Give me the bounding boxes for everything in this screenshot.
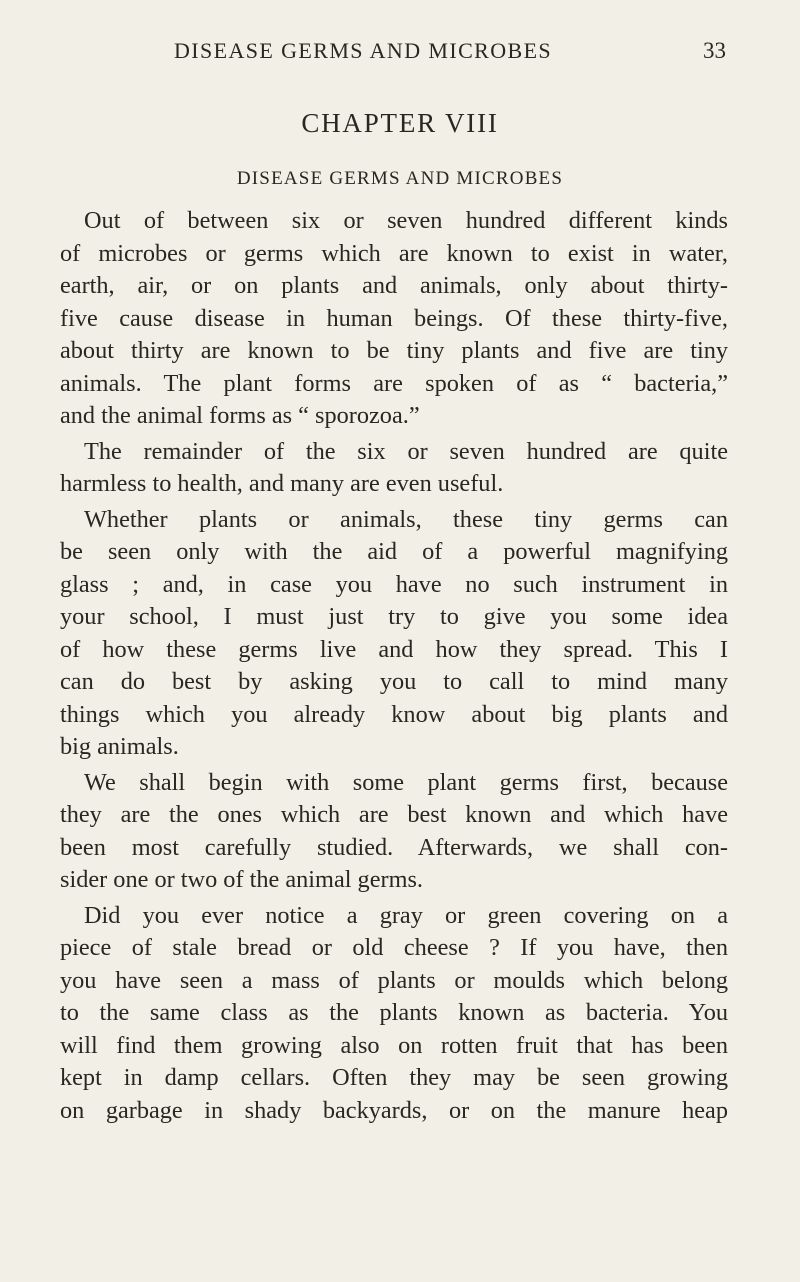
chapter-subheading: DISEASE GERMS AND MICROBES <box>236 168 564 189</box>
text-line: about thirty are known to be tiny plants and five are tiny <box>60 337 728 364</box>
text-line: harmless to health, and many are even useful. <box>60 470 504 497</box>
running-head <box>174 38 726 78</box>
text-line: earth, air, or on plants and animals, only about thirty- <box>60 272 728 299</box>
chapter-heading: CHAPTER VIII <box>301 108 499 138</box>
text-line: piece of stale bread or old cheese ? If you have, then <box>60 934 728 961</box>
paragraph-3 <box>60 504 728 764</box>
paragraph-5 <box>60 900 728 1128</box>
text-line: can do best by asking you to call to mind many <box>60 668 728 695</box>
running-head-title: DISEASE GERMS AND MICROBES <box>174 38 553 63</box>
paragraph-2 <box>60 436 728 501</box>
text-line: will find them growing also on rotten fruit that has been <box>60 1031 728 1059</box>
text-line: to the same class as the plants known as bacteria. You <box>60 999 728 1026</box>
text-line: you have seen a mass of plants or moulds which belong <box>60 966 728 994</box>
text-line: on garbage in shady backyards, or on the manure heap <box>60 1096 728 1124</box>
text-line: things which you already know about big plants and <box>60 700 728 728</box>
text-line: animals. The plant forms are spoken of as “ bacteria,” <box>60 369 728 397</box>
text-line: kept in damp cellars. Often they may be seen growing <box>60 1064 728 1091</box>
body-text <box>60 205 728 1127</box>
text-line: Did you ever notice a gray or green covering on a <box>84 901 728 929</box>
text-line: We shall begin with some plant germs first, because <box>84 768 728 796</box>
text-line: be seen only with the aid of a powerful magnifying <box>60 538 728 565</box>
text-line: sider one or two of the animal germs. <box>60 866 424 893</box>
text-line: and the animal forms as “ sporozoa.” <box>60 402 420 429</box>
text-line: Whether plants or animals, these tiny germs can <box>84 505 728 533</box>
text-line: five cause disease in human beings. Of these thirty-five, <box>60 304 728 332</box>
text-line: Out of between six or seven hundred different kinds <box>84 207 728 234</box>
text-line: they are the ones which are best known and which have <box>60 801 728 828</box>
text-line: of how these germs live and how they spread. This I <box>60 635 728 663</box>
paragraph-4 <box>60 767 728 897</box>
text-line: glass ; and, in case you have no such instrument in <box>60 570 728 598</box>
text-line: your school, I must just try to give you some idea <box>60 603 728 630</box>
text-line: been most carefully studied. Afterwards, we shall con- <box>60 833 728 861</box>
page-number: 33 <box>703 38 726 63</box>
paragraph-1 <box>60 205 728 433</box>
text-line: of microbes or germs which are known to exist in water, <box>60 239 728 267</box>
text-line: big animals. <box>60 733 179 760</box>
text-line: The remainder of the six or seven hundred are quite <box>84 437 728 465</box>
